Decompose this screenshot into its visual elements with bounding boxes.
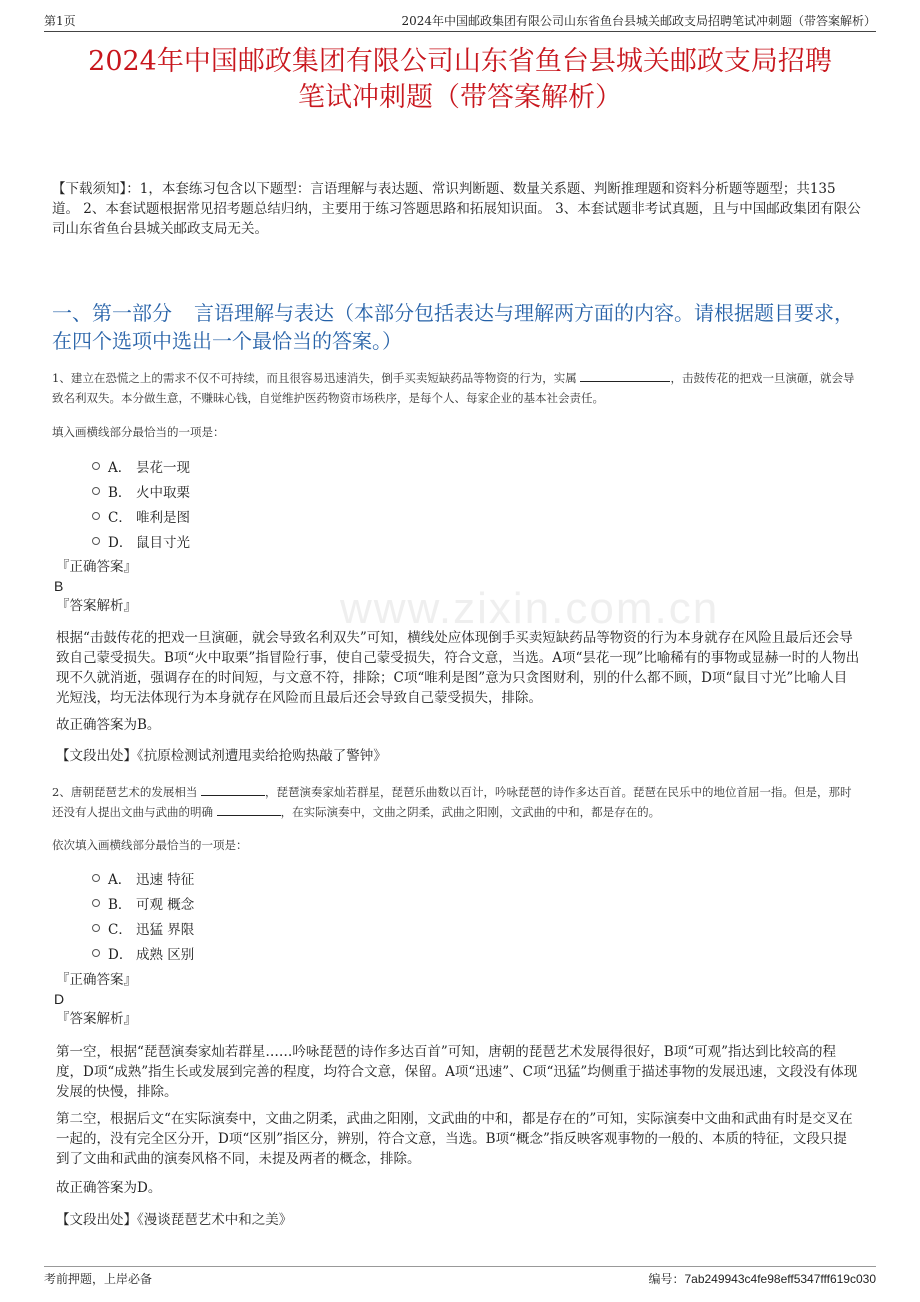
answer-label: 『正确答案』 xyxy=(56,559,137,575)
radio-icon[interactable] xyxy=(92,874,100,882)
question-1-source: 【文段出处】《抗原检测试剂遭甩卖给抢购热敲了警钟》 xyxy=(56,748,387,764)
footer-slogan: 考前押题，上岸必备 xyxy=(44,1272,153,1286)
option-a[interactable]: A． 迅速 特征 xyxy=(92,865,194,890)
option-c[interactable]: C． 唯利是图 xyxy=(92,503,190,528)
header-doc-title: 2024年中国邮政集团有限公司山东省鱼台县城关邮政支局招聘笔试冲刺题（带答案解析） xyxy=(401,13,876,28)
question-1-stem: 1、建立在恐慌之上的需求不仅不可持续，而且很容易迅速消失，倒手买卖短缺药品等物资的行为，实属 ，击鼓传花的把戏一旦演砸，就会导致名利双失。本分做生意，不赚昧心钱，自觉维护医药物资市场秩序，是每个人、每家企业的基本社会责任。 xyxy=(52,371,855,405)
footer-doc-id: 编号：7ab249943c4fe98eff5347fff619c030 xyxy=(648,1272,876,1286)
section-heading xyxy=(52,299,868,355)
question-2-options xyxy=(92,865,194,965)
answer-label: 『正确答案』 xyxy=(56,972,137,988)
radio-icon[interactable] xyxy=(92,899,100,907)
radio-icon[interactable] xyxy=(92,487,100,495)
option-c[interactable]: C． 迅猛 界限 xyxy=(92,915,194,940)
option-b[interactable]: B． 火中取栗 xyxy=(92,478,190,503)
answer-blank xyxy=(580,369,670,382)
question-2-conclusion: 故正确答案为D。 xyxy=(56,1180,162,1196)
page-number: 第1页 xyxy=(44,13,76,28)
radio-icon[interactable] xyxy=(92,537,100,545)
page-footer xyxy=(44,1270,876,1287)
option-d[interactable]: D． 鼠目寸光 xyxy=(92,528,190,553)
analysis-label: 『答案解析』 xyxy=(56,598,137,614)
question-2-stem: 2、唐朝琵琶艺术的发展相当 ，琵琶演奏家灿若群星，琵琶乐曲数以百计，吟咏琵琶的诗作多达百首。琵琶在民乐中的地位首屈一指。但是，那时还没有人提出文曲与武曲的明确 ，在实际演奏中，文曲之阴柔，武曲之阳刚，文武曲的中和，都是存在的。 xyxy=(52,785,852,819)
option-a[interactable]: A． 昙花一现 xyxy=(92,453,190,478)
radio-icon[interactable] xyxy=(92,512,100,520)
question-2-prompt: 依次填入画横线部分最恰当的一项是： xyxy=(52,838,248,852)
section-title: 言语理解与表达（本部分包括表达与理解两方面的内容。请根据题目要求，在四个选项中选出一个最恰当的答案。） xyxy=(52,301,854,353)
page-header xyxy=(44,10,876,30)
radio-icon[interactable] xyxy=(92,924,100,932)
title-line-1: 2024年中国邮政集团有限公司山东省鱼台县城关邮政支局招聘 xyxy=(88,46,832,77)
option-d[interactable]: D． 成熟 区别 xyxy=(92,940,194,965)
question-1-analysis: 根据“击鼓传花的把戏一旦演砸，就会导致名利双失”可知，横线处应体现倒手买卖短缺药品等物资的行为本身就存在风险且最后还会导致自己蒙受损失。B项“火中取栗”指冒险行事，使自己蒙受损失，符合文意，当选。A项“昙花一现”比喻稀有的事物或显赫一时的人物出现不久就消逝，强调存在的时间短，与文意不符，排除；C项“唯利是图”意为只贪图财利，别的什么都不顾，D项“鼠目寸光”比喻人目光短浅，均无法体现行为本身就存在风险而且最后还会导致自己蒙受损失，排除。 xyxy=(56,630,860,706)
section-number: 一、第一部分 xyxy=(52,301,172,325)
footer-rule xyxy=(44,1266,876,1267)
question-2-analysis-2: 第二空，根据后文“在实际演奏中，文曲之阴柔，武曲之阳刚，文武曲的中和，都是存在的”可知，实际演奏中文曲和武曲有时是交叉在一起的，没有完全区分开，D项“区别”指区分，辨别，符合文意，当选。B项“概念”指反映客观事物的一般的、本质的特征，文段只提到了文曲和武曲的演奏风格不同，未提及两者的概念，排除。 xyxy=(56,1111,853,1167)
radio-icon[interactable] xyxy=(92,462,100,470)
question-1-answer: B xyxy=(54,578,64,594)
question-1-prompt: 填入画横线部分最恰当的一项是： xyxy=(52,425,225,439)
watermark: www.zixin.com.cn xyxy=(340,584,720,633)
analysis-label: 『答案解析』 xyxy=(56,1011,137,1027)
header-rule xyxy=(44,31,876,32)
radio-icon[interactable] xyxy=(92,949,100,957)
download-notice: 【下载须知】：1，本套练习包含以下题型：言语理解与表达题、常识判断题、数量关系题、判断推理题和资料分析题等题型；共135道。 2、本套试题根据常见招考题总结归纳，主要用于练习答题思路和拓展知识面。 3、本套试题非考试真题，且与中国邮政集团有限公司山东省鱼台县城关邮政支局无关。 xyxy=(52,181,861,237)
title-line-2: 笔试冲刺题（带答案解析） xyxy=(298,82,622,113)
answer-blank xyxy=(217,803,281,816)
question-2-analysis-1: 第一空，根据“琵琶演奏家灿若群星……吟咏琵琶的诗作多达百首”可知，唐朝的琵琶艺术发展得很好，B项“可观”指达到比较高的程度，D项“成熟”指生长或发展到完善的程度，均符合文意，保留。A项“迅速”、C项“迅猛”均侧重于描述事物的发展迅速，文段没有体现发展的快慢，排除。 xyxy=(56,1044,858,1100)
question-1-options xyxy=(92,453,190,553)
question-2-source: 【文段出处】《漫谈琵琶艺术中和之美》 xyxy=(56,1212,293,1228)
answer-blank xyxy=(201,783,265,796)
option-b[interactable]: B． 可观 概念 xyxy=(92,890,194,915)
question-1-conclusion: 故正确答案为B。 xyxy=(56,717,161,733)
question-2-answer: D xyxy=(54,991,65,1007)
document-title xyxy=(30,44,890,116)
